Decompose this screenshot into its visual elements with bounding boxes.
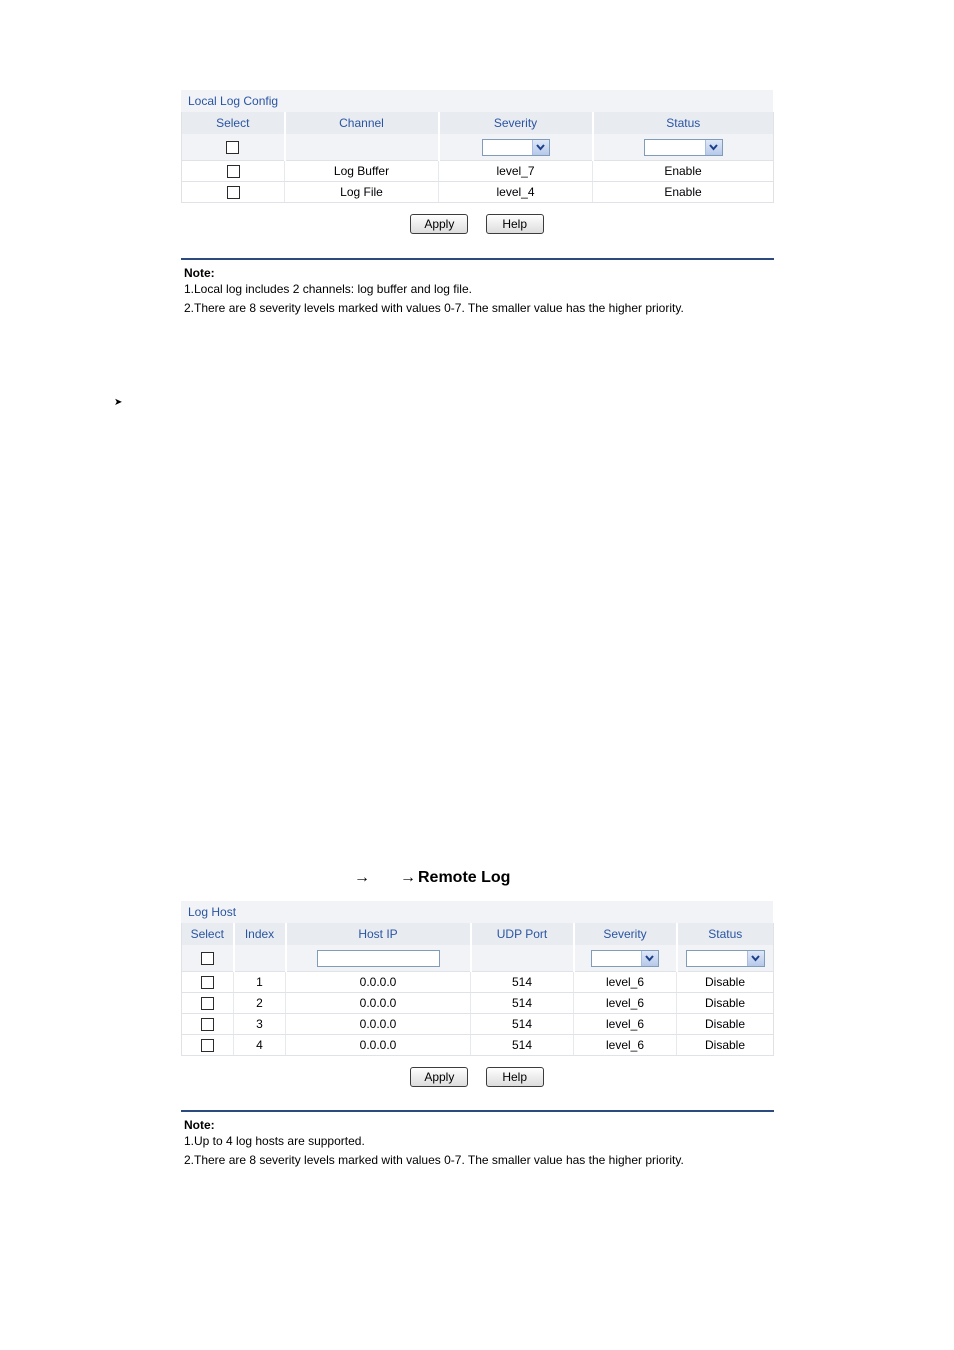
table-header-row [182, 112, 774, 134]
select-all-cell [182, 134, 285, 161]
host-ip-cell: 0.0.0.0 [286, 1014, 471, 1035]
table-row [182, 972, 774, 993]
row-checkbox[interactable] [201, 976, 214, 989]
help-button[interactable]: Help [486, 214, 544, 234]
table-row [182, 993, 774, 1014]
select-all-checkbox[interactable] [201, 952, 214, 965]
filter-row [182, 945, 774, 972]
row-select-cell [182, 1014, 234, 1035]
udp-port-cell: 514 [471, 993, 574, 1014]
header-udp-port: UDP Port [471, 923, 574, 945]
severity-cell: level_7 [439, 161, 593, 182]
note-line: 1.Up to 4 log hosts are supported. [184, 1134, 365, 1148]
table-row [182, 1035, 774, 1056]
header-status: Status [593, 112, 774, 134]
select-all-cell [182, 945, 234, 972]
chevron-down-icon [747, 951, 764, 966]
local-log-note [181, 258, 774, 318]
bullet-arrow-icon: ➤ [114, 397, 123, 408]
menu-path-arrow: → [400, 869, 416, 886]
row-checkbox[interactable] [227, 186, 240, 199]
udp-port-cell: 514 [471, 972, 574, 993]
host-ip-cell: 0.0.0.0 [286, 972, 471, 993]
status-select[interactable] [644, 139, 723, 156]
status-cell: Disable [677, 972, 774, 993]
apply-button[interactable]: Apply [410, 214, 468, 234]
log-host-table [181, 923, 774, 1056]
row-checkbox[interactable] [201, 1039, 214, 1052]
index-cell: 1 [234, 972, 286, 993]
local-log-button-row [181, 214, 773, 234]
menu-path-label: Remote Log [418, 869, 511, 886]
host-ip-cell: 0.0.0.0 [286, 993, 471, 1014]
table-row [182, 182, 774, 203]
severity-filter-cell [574, 945, 677, 972]
header-index: Index [234, 923, 286, 945]
header-status: Status [677, 923, 774, 945]
status-cell: Enable [593, 161, 774, 182]
note-line: 1.Local log includes 2 channels: log buffer and log file. [184, 282, 472, 296]
help-button[interactable]: Help [486, 1067, 544, 1087]
table-row [182, 1014, 774, 1035]
local-log-config-panel [181, 90, 773, 203]
row-select-cell [182, 182, 285, 203]
log-host-note [181, 1110, 774, 1170]
row-select-cell [182, 993, 234, 1014]
select-all-checkbox[interactable] [226, 141, 239, 154]
chevron-down-icon [705, 140, 722, 155]
filter-row [182, 134, 774, 161]
header-channel: Channel [285, 112, 439, 134]
index-cell: 3 [234, 1014, 286, 1035]
note-title: Note: [184, 266, 215, 280]
severity-select[interactable] [482, 139, 550, 156]
table-row [182, 161, 774, 182]
apply-button[interactable]: Apply [410, 1067, 468, 1087]
log-host-title: Log Host [181, 901, 773, 923]
note-line: 2.There are 8 severity levels marked with values 0-7. The smaller value has the higher priority. [184, 301, 684, 315]
severity-filter-cell [439, 134, 593, 161]
log-host-button-row [181, 1067, 773, 1087]
local-log-config-title: Local Log Config [181, 90, 773, 112]
empty-cell [234, 945, 286, 972]
row-select-cell [182, 972, 234, 993]
index-cell: 2 [234, 993, 286, 1014]
status-cell: Disable [677, 1014, 774, 1035]
host-ip-input-cell [286, 945, 471, 972]
header-severity: Severity [439, 112, 593, 134]
empty-cell [471, 945, 574, 972]
row-select-cell [182, 1035, 234, 1056]
chevron-down-icon [532, 140, 549, 155]
local-log-table [181, 112, 774, 203]
row-checkbox[interactable] [201, 1018, 214, 1031]
header-select: Select [182, 112, 285, 134]
menu-path-arrow: → [354, 869, 370, 886]
header-severity: Severity [574, 923, 677, 945]
host-ip-input[interactable] [317, 950, 440, 967]
status-cell: Disable [677, 1035, 774, 1056]
severity-cell: level_6 [574, 1035, 677, 1056]
note-title: Note: [184, 1118, 215, 1132]
severity-cell: level_6 [574, 972, 677, 993]
log-host-panel [181, 901, 773, 1056]
row-checkbox[interactable] [227, 165, 240, 178]
status-filter-cell [593, 134, 774, 161]
channel-cell: Log File [285, 182, 439, 203]
table-header-row [182, 923, 774, 945]
header-select: Select [182, 923, 234, 945]
status-select[interactable] [686, 950, 765, 967]
row-checkbox[interactable] [201, 997, 214, 1010]
udp-port-cell: 514 [471, 1014, 574, 1035]
host-ip-cell: 0.0.0.0 [286, 1035, 471, 1056]
status-cell: Disable [677, 993, 774, 1014]
severity-cell: level_6 [574, 993, 677, 1014]
severity-select[interactable] [591, 950, 659, 967]
note-line: 2.There are 8 severity levels marked with values 0-7. The smaller value has the higher priority. [184, 1153, 684, 1167]
chevron-down-icon [641, 951, 658, 966]
index-cell: 4 [234, 1035, 286, 1056]
status-cell: Enable [593, 182, 774, 203]
row-select-cell [182, 161, 285, 182]
severity-cell: level_4 [439, 182, 593, 203]
header-host-ip: Host IP [286, 923, 471, 945]
severity-cell: level_6 [574, 1014, 677, 1035]
udp-port-cell: 514 [471, 1035, 574, 1056]
channel-cell: Log Buffer [285, 161, 439, 182]
empty-cell [285, 134, 439, 161]
status-filter-cell [677, 945, 774, 972]
